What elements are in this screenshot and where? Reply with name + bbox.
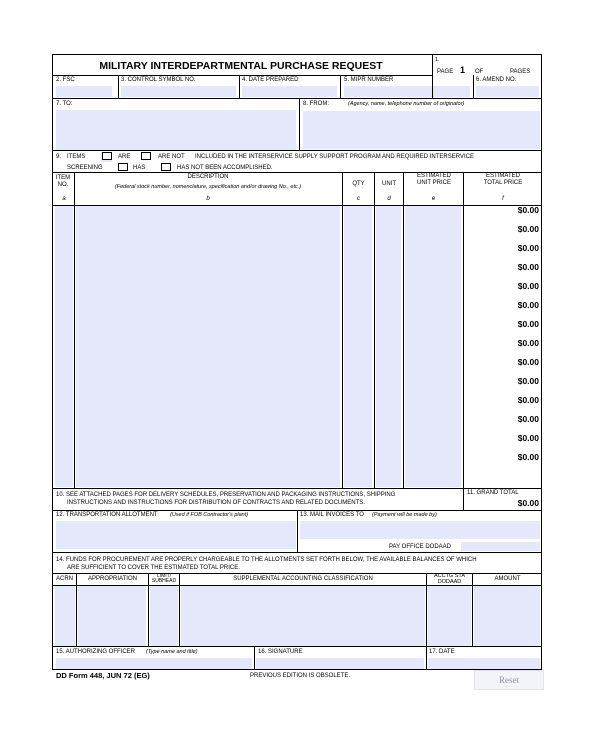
items-are-checkbox[interactable] bbox=[102, 152, 112, 160]
has-checkbox[interactable] bbox=[118, 163, 128, 171]
line-total[interactable]: $0.00 bbox=[517, 376, 539, 386]
control-symbol-label: 3. CONTROL SYMBOL NO. bbox=[121, 77, 196, 83]
est-unit-price-header: ESTIMATED UNIT PRICE bbox=[417, 173, 451, 186]
fsc-label: 2. FSC bbox=[56, 77, 75, 83]
included-text: INCLUDED IN THE INTERSERVICE SUPPLY SUPPORT PROGRAM AND REQUIRED INTERSERVICE bbox=[195, 154, 474, 160]
line-total[interactable]: $0.00 bbox=[517, 395, 539, 405]
col-letter-e: e bbox=[431, 196, 436, 202]
are-label: ARE bbox=[118, 154, 131, 160]
screening-label: SCREENING bbox=[67, 165, 103, 171]
pages-label: PAGES bbox=[510, 69, 531, 75]
previous-edition-note: PREVIOUS EDITION IS OBSOLETE. bbox=[250, 673, 351, 679]
page-label: PAGE bbox=[437, 69, 454, 75]
line-total[interactable]: $0.00 bbox=[517, 281, 539, 291]
has-not-checkbox[interactable] bbox=[161, 163, 171, 171]
funds-text-1: 14. FUNDS FOR PROCUREMENT ARE PROPERLY CHARGEABLE TO THE ALLOTMENTS SET FORTH BELOW, THE AVAILABLE BALANCES OF WHICH bbox=[56, 557, 477, 563]
date-label: 17. DATE bbox=[429, 649, 455, 655]
line-total[interactable]: $0.00 bbox=[517, 414, 539, 424]
reset-button[interactable]: Reset bbox=[474, 670, 544, 690]
items-num: 9. bbox=[56, 154, 62, 160]
mipr-number-label: 5. MIPR NUMBER bbox=[344, 77, 394, 83]
qty-header: QTY bbox=[352, 181, 365, 187]
line-total[interactable]: $0.00 bbox=[517, 338, 539, 348]
delivery-text-1: 10. SEE ATTACHED PAGES FOR DELIVERY SCHEDULES, PRESERVATION AND PACKAGING INSTRUCTIONS, SHIPPING bbox=[56, 492, 396, 498]
line-total[interactable]: $0.00 bbox=[517, 205, 539, 215]
line-total[interactable]: $0.00 bbox=[517, 224, 539, 234]
acrn-header: ACRN bbox=[55, 576, 73, 582]
transport-allotment-label: 12. TRANSPORTATION ALLOTMENT bbox=[56, 512, 158, 518]
est-total-price-header: ESTIMATED TOTAL PRICE bbox=[483, 173, 523, 186]
line-total[interactable]: $0.00 bbox=[517, 262, 539, 272]
authorizing-officer-hint: (Type name and title) bbox=[146, 649, 198, 655]
has-label: HAS bbox=[133, 165, 146, 171]
items-label: ITEMS bbox=[67, 154, 86, 160]
description-header: DESCRIPTION bbox=[187, 174, 229, 180]
funds-text-2: ARE SUFFICIENT TO COVER THE ESTIMATED TOTAL PRICE. bbox=[67, 565, 240, 571]
has-not-label: HAS NOT BEEN ACCOMPLISHED. bbox=[177, 165, 273, 171]
mail-invoices-label: 13. MAIL INVOICES TO bbox=[300, 512, 364, 518]
grand-total-value[interactable]: $0.00 bbox=[517, 498, 539, 508]
delivery-text-2: INSTRUCTIONS AND INSTRUCTIONS FOR DISTRIBUTION OF CONTRACTS AND RELATED DOCUMENTS. bbox=[67, 500, 365, 506]
col-letter-a: a bbox=[62, 196, 66, 202]
line-total[interactable]: $0.00 bbox=[517, 243, 539, 253]
item-no-header: ITEM NO. bbox=[55, 175, 71, 188]
transport-allotment-hint: (Used if FOB Contractor's plant) bbox=[170, 512, 249, 518]
form-id: DD Form 448, JUN 72 (EG) bbox=[56, 671, 150, 680]
from-hint: (Agency, name, telephone number of originator) bbox=[348, 101, 465, 107]
appropriation-header: APPROPRIATION bbox=[88, 576, 137, 582]
supplemental-header: SUPPLEMENTAL ACCOUNTING CLASSIFICATION bbox=[233, 576, 373, 582]
line-total[interactable]: $0.00 bbox=[517, 300, 539, 310]
pay-office-label: PAY OFFICE DODAAD bbox=[389, 544, 452, 550]
page-value[interactable]: 1 bbox=[460, 65, 466, 75]
line-total[interactable]: $0.00 bbox=[517, 433, 539, 443]
col-letter-f: f bbox=[502, 196, 504, 202]
items-are-not-checkbox[interactable] bbox=[141, 152, 151, 160]
from-label: 8. FROM: bbox=[303, 101, 330, 107]
col-letter-c: c bbox=[357, 196, 360, 202]
col-letter-d: d bbox=[387, 196, 391, 202]
line-total[interactable]: $0.00 bbox=[517, 357, 539, 367]
col-letter-b: b bbox=[206, 196, 210, 202]
grand-total-label: 11. GRAND TOTAL bbox=[467, 490, 519, 496]
mail-invoices-hint: (Payment will be made by) bbox=[372, 512, 437, 518]
page-number-label: 1. bbox=[435, 57, 440, 63]
description-hint: (Federal stock number, nomenclature, specification and/or drawing No., etc.) bbox=[114, 184, 302, 190]
line-total[interactable]: $0.00 bbox=[517, 452, 539, 462]
date-prepared-label: 4. DATE PREPARED bbox=[242, 77, 299, 83]
signature-label: 16. SIGNATURE bbox=[258, 649, 303, 655]
amount-header: AMOUNT bbox=[494, 576, 521, 582]
authorizing-officer-label: 15. AUTHORIZING OFFICER bbox=[56, 649, 136, 655]
of-label: OF bbox=[475, 69, 484, 75]
limit-subhead-header: LIMIT/ SUBHEAD bbox=[151, 573, 177, 584]
amend-no-label: 6. AMEND NO. bbox=[476, 77, 517, 83]
are-not-label: ARE NOT bbox=[158, 154, 185, 160]
to-label: 7. TO: bbox=[56, 101, 73, 107]
line-total[interactable]: $0.00 bbox=[517, 319, 539, 329]
unit-header: UNIT bbox=[382, 181, 396, 187]
acctg-sta-header: ACCTG STA DODAAD bbox=[433, 573, 466, 585]
form-title: MILITARY INTERDEPARTMENTAL PURCHASE REQUEST bbox=[99, 60, 383, 72]
